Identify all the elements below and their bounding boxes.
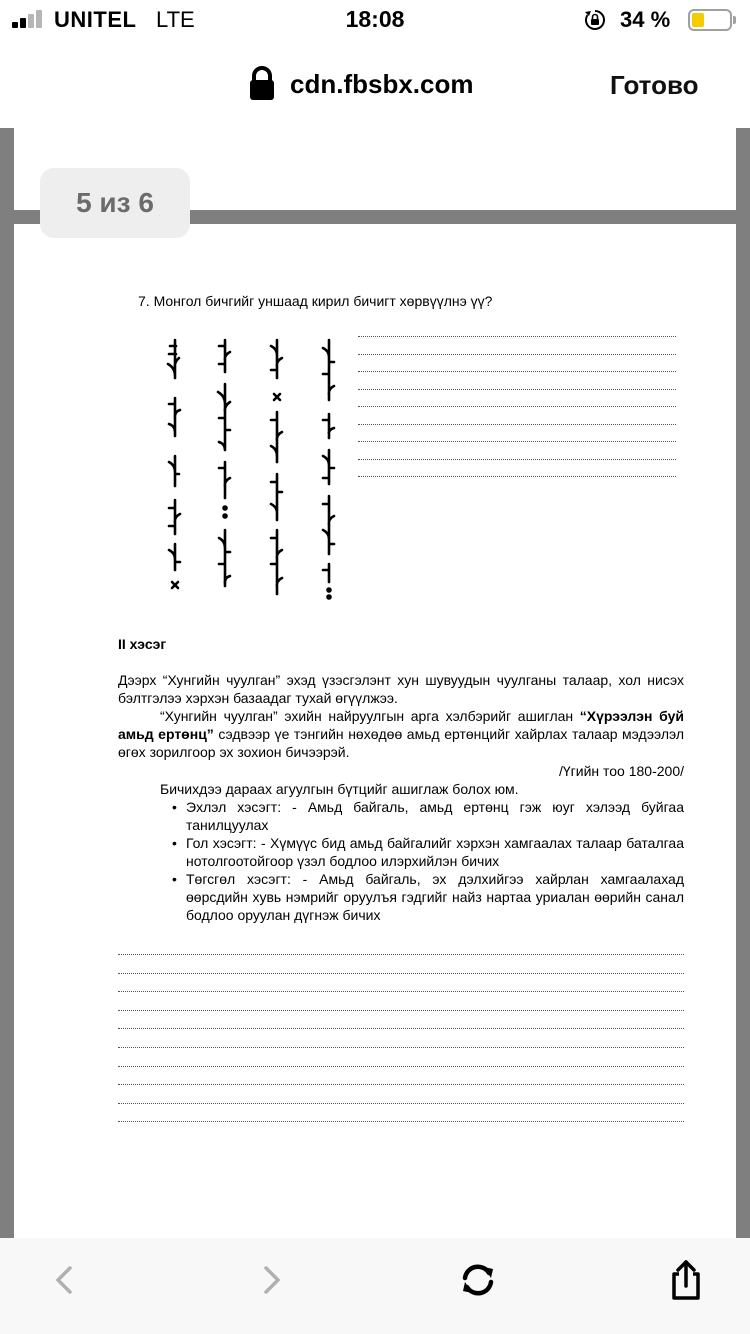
status-time: 18:08 bbox=[345, 6, 405, 32]
question-7: 7. Монгол бичгийг уншаад кирил бичигт хөрвүүлнэ үү? bbox=[138, 293, 493, 309]
word-count: /Үгийн тоо 180-200/ bbox=[558, 763, 684, 779]
carrier-name: UNITEL bbox=[54, 7, 137, 32]
url-text: cdn.fbsbx.com bbox=[290, 68, 474, 99]
list-item: • Төгсгөл хэсэгт: - Амьд байгаль, эх дэлхийгээ хайрлан хамгаалахад өөрсдийн хувь нэмрийг оруулъя гэдгийг найз нартаа уриалан өөрийн санал бодлоо оруулан дүгнэж бичих bbox=[172, 870, 684, 924]
status-bar bbox=[0, 0, 750, 40]
page-content bbox=[0, 128, 750, 1238]
structure-intro: Бичихдээ дараах агуулгын бүтцийг ашиглаж болох юм. bbox=[160, 781, 519, 797]
url-display[interactable] bbox=[248, 66, 473, 102]
section-title: II хэсэг bbox=[118, 636, 167, 652]
topic-title: “Хүрээлэн буй амьд ертөнц” bbox=[118, 708, 685, 742]
page-counter: 5 из 6 bbox=[40, 168, 190, 238]
back-icon[interactable] bbox=[42, 1258, 86, 1302]
paragraph bbox=[118, 707, 684, 761]
list-item: • Гол хэсэгт: - Хүмүүс бид амьд байгалийг хэрхэн хамгаалах талаар баталгаа нотолгоотойгоор үзэл бодлоо илэрхийлэн бичих bbox=[172, 834, 684, 870]
paragraph-text: сэдвээр үе тэнгийн нөхөдөө амьд ертөнцийг хайрлах талаар мэдээлэл өгөх зорилгоор эх зохион бичээрэй. bbox=[118, 726, 684, 760]
done-button[interactable]: Готово bbox=[610, 70, 699, 100]
rotation-lock-icon bbox=[584, 9, 606, 31]
lock-icon bbox=[248, 66, 276, 102]
network-type: LTE bbox=[156, 7, 195, 32]
answer-lines bbox=[358, 336, 676, 494]
mongolian-script-column bbox=[264, 338, 290, 600]
document-viewer[interactable] bbox=[0, 128, 750, 1238]
mongolian-script-column bbox=[316, 338, 342, 600]
battery-icon bbox=[688, 9, 732, 31]
mongolian-script-column bbox=[212, 338, 238, 610]
structure-list bbox=[172, 798, 684, 924]
battery-percent: 34 % bbox=[620, 7, 671, 32]
share-icon[interactable] bbox=[664, 1258, 708, 1302]
bottom-toolbar bbox=[0, 1238, 750, 1334]
list-item: • Эхлэл хэсэгт: - Амьд байгаль, амьд ертөнц гэж юуг хэлээд буйгаа танилцуулах bbox=[172, 798, 684, 834]
mongolian-script-column bbox=[162, 338, 188, 598]
writing-lines bbox=[118, 954, 684, 1140]
paragraph-text: “Хунгийн чуулган” эхийн найруулгын арга хэлбэрийг ашиглан bbox=[160, 708, 580, 724]
reload-icon[interactable] bbox=[456, 1258, 500, 1302]
nav-bar bbox=[0, 40, 750, 128]
paragraph: Дээрх “Хунгийн чуулган” эхэд үзэсгэлэнт хун шувуудын чуулганы талаар, хол нисэх бэлтгэлээ хэрхэн базаадаг тухай өгүүлжээ. bbox=[118, 672, 684, 706]
forward-icon[interactable] bbox=[250, 1258, 294, 1302]
